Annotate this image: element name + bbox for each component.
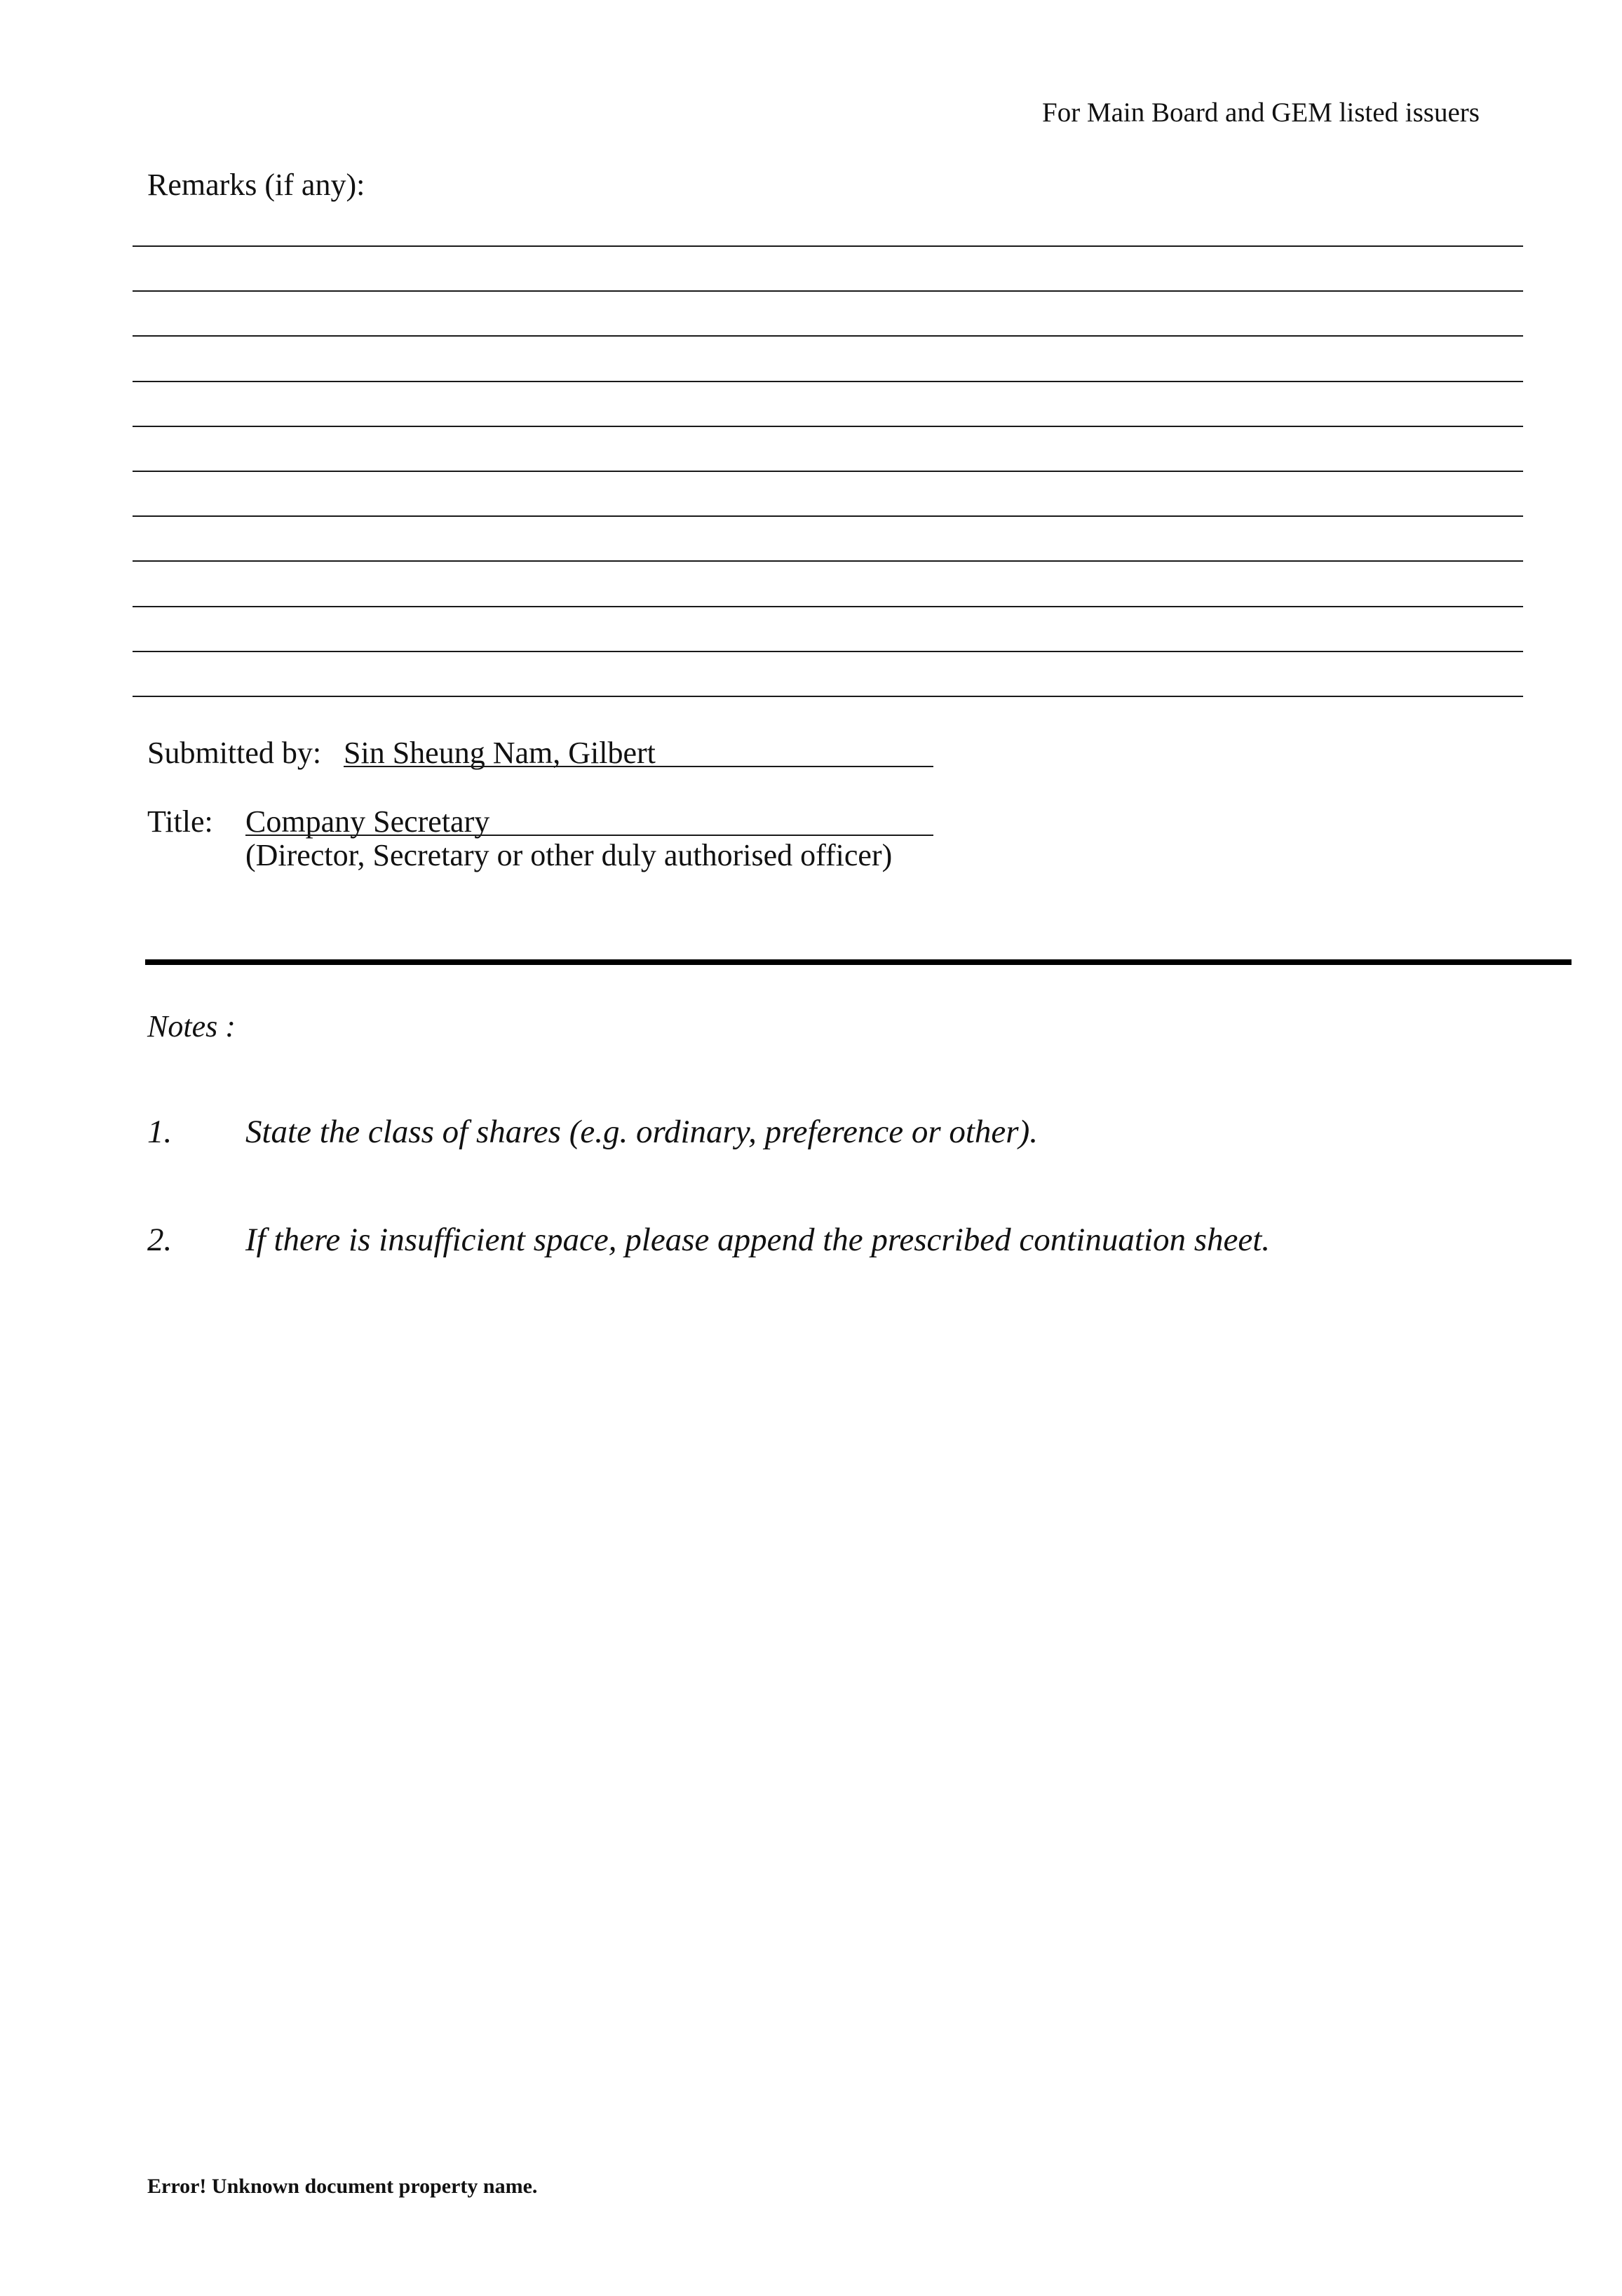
- submitted-by-label: Submitted by:: [147, 736, 322, 770]
- remarks-line: [133, 426, 1523, 427]
- submitted-by-underline: [344, 766, 933, 767]
- note-text: If there is insufficient space, please append the prescribed continuation sheet.: [245, 1222, 1271, 1258]
- remarks-line: [133, 651, 1523, 652]
- note-text: State the class of shares (e.g. ordinary, preference or other).: [245, 1114, 1038, 1150]
- remarks-label: Remarks (if any):: [147, 168, 365, 202]
- remarks-line: [133, 696, 1523, 697]
- remarks-line: [133, 515, 1523, 517]
- note-number: 2.: [147, 1222, 173, 1258]
- remarks-line: [133, 290, 1523, 292]
- title-underline: [245, 835, 933, 836]
- issuer-note: For Main Board and GEM listed issuers: [1042, 97, 1480, 128]
- remarks-line: [133, 381, 1523, 382]
- section-divider: [145, 959, 1572, 965]
- remarks-line: [133, 471, 1523, 472]
- footer-error-text: Error! Unknown document property name.: [147, 2175, 538, 2198]
- note-number: 1.: [147, 1114, 173, 1150]
- submitted-by-value: Sin Sheung Nam, Gilbert: [344, 736, 656, 770]
- remarks-line: [133, 335, 1523, 337]
- title-hint: (Director, Secretary or other duly authorised officer): [245, 838, 893, 872]
- title-label: Title:: [147, 804, 213, 839]
- remarks-line: [133, 606, 1523, 607]
- title-value: Company Secretary: [245, 804, 490, 839]
- notes-heading: Notes :: [147, 1009, 236, 1044]
- remarks-line: [133, 245, 1523, 247]
- remarks-line: [133, 560, 1523, 562]
